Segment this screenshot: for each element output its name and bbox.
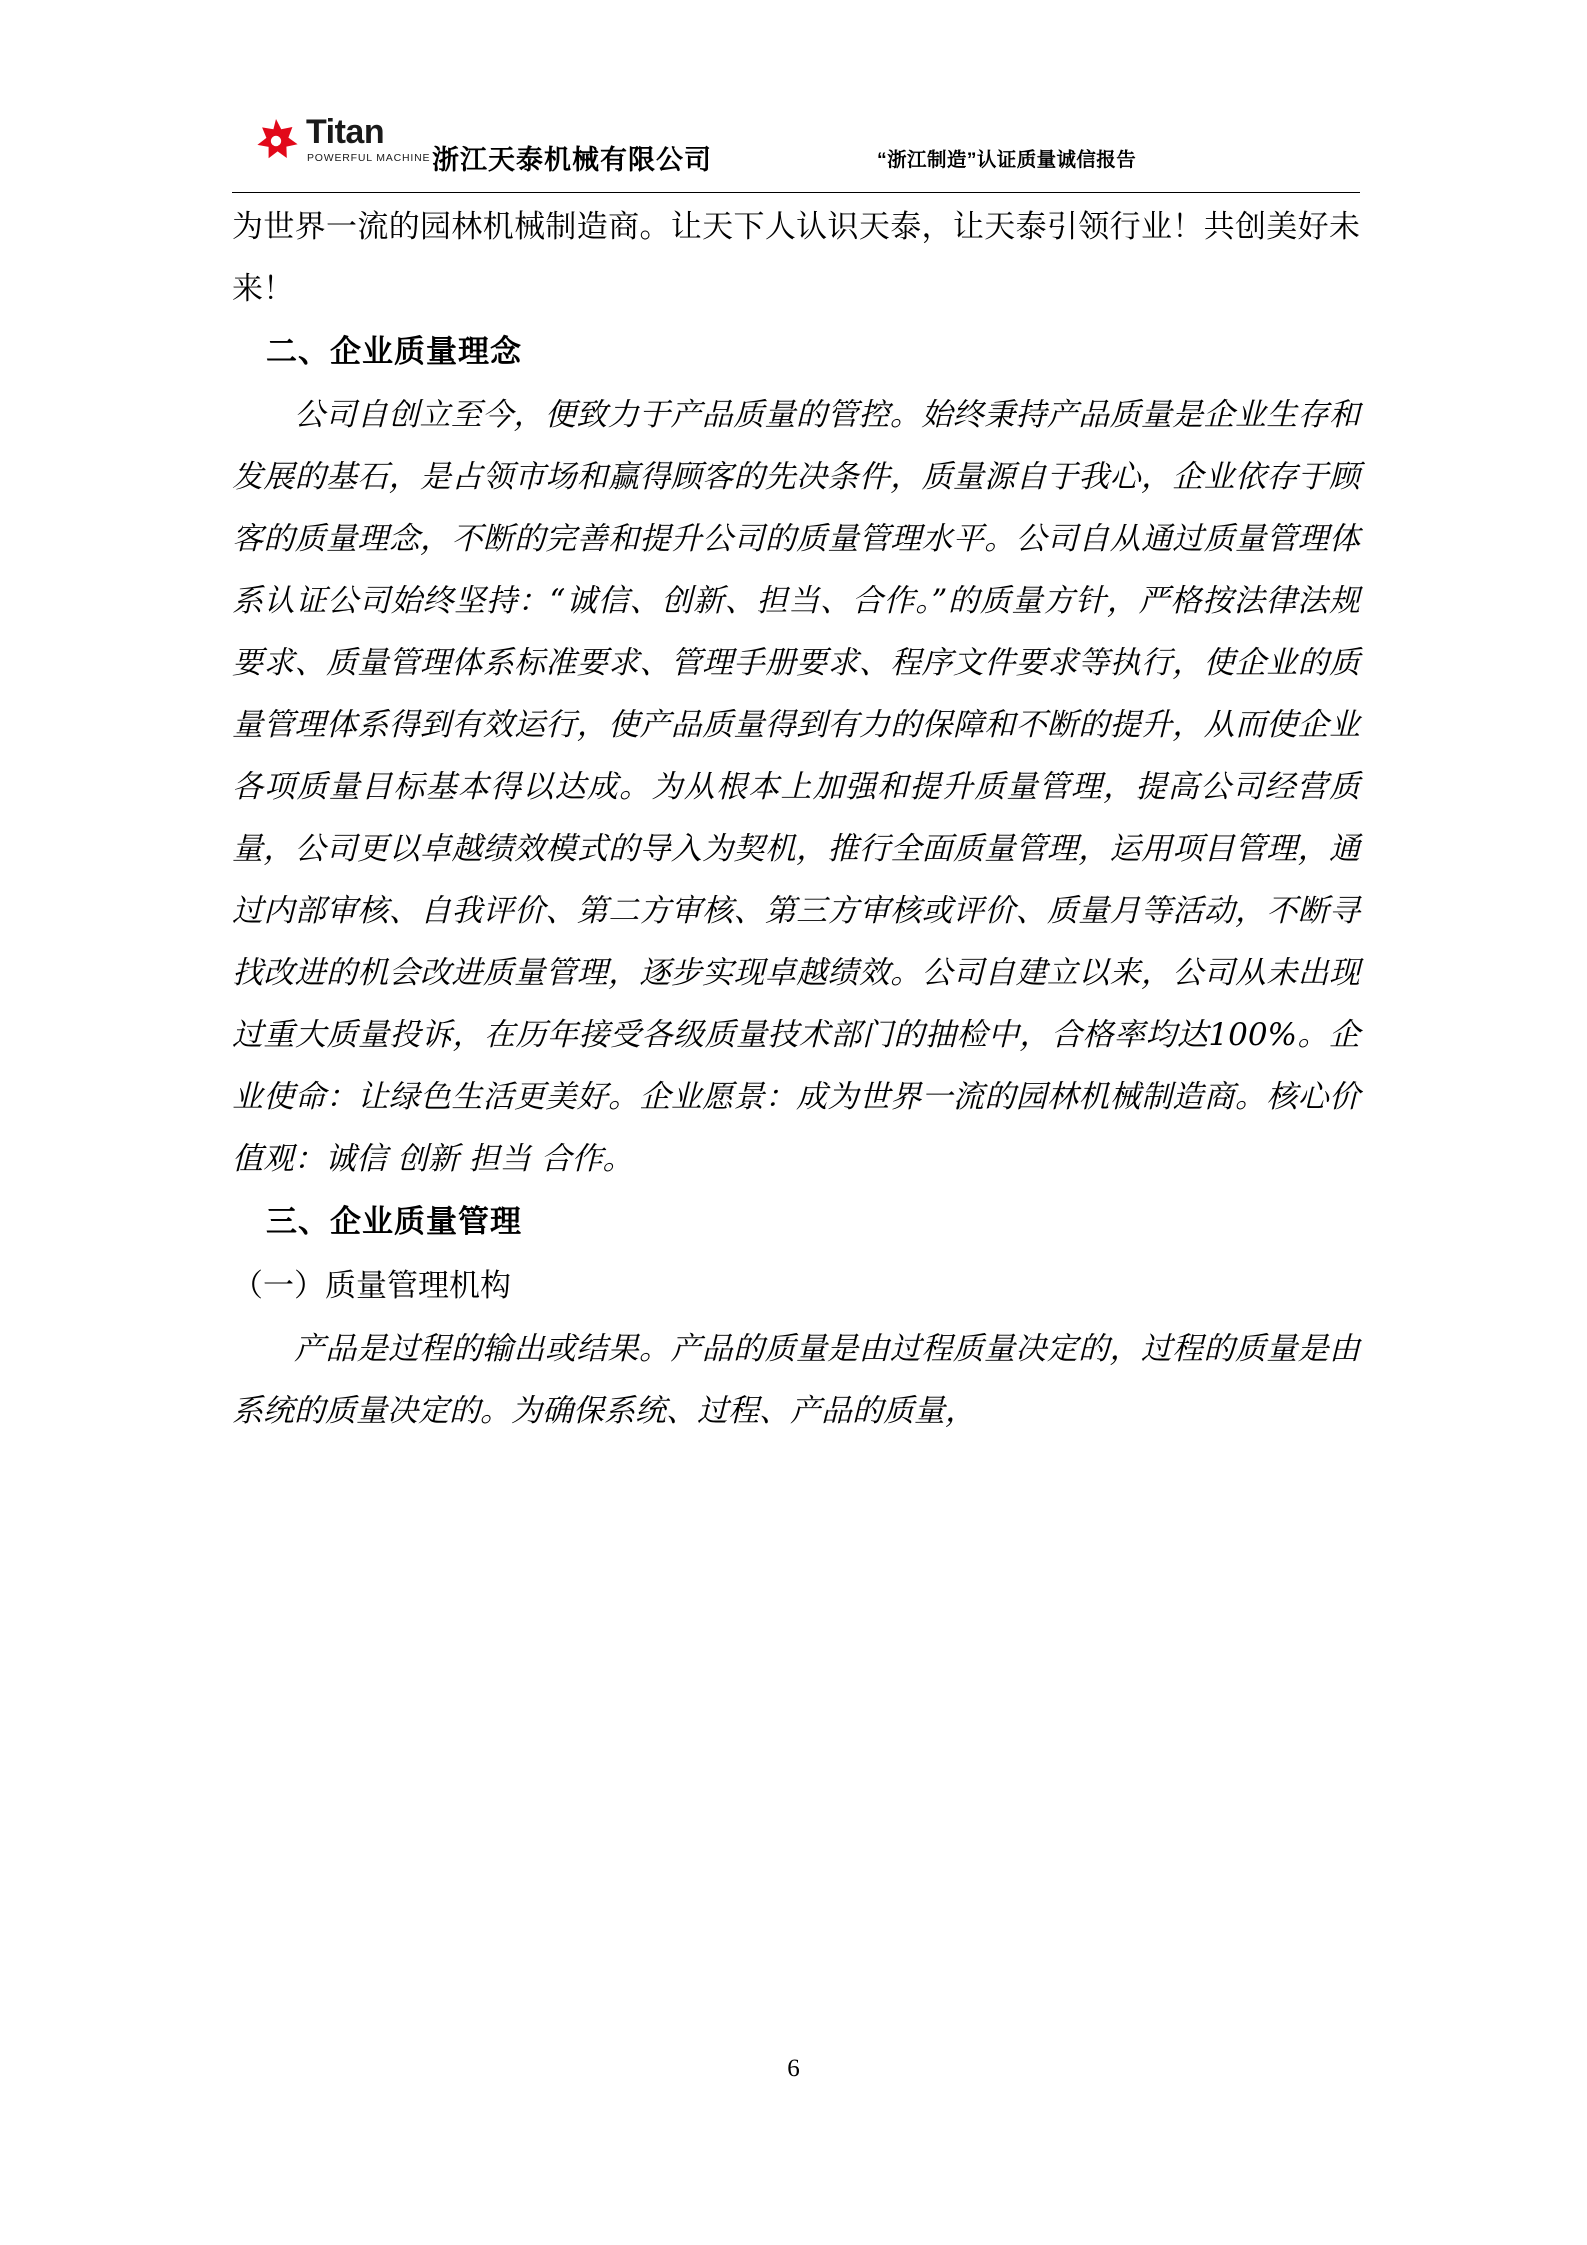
paragraph-continued: 为世界一流的园林机械制造商。让天下人认识天泰，让天泰引领行业！共创美好未来！	[232, 209, 1360, 306]
logo-wordmark: Titan	[306, 113, 385, 151]
header-report-title: “浙江制造”认证质量诚信报告	[877, 149, 1137, 171]
heading-quality-management: 三、企业质量管理	[266, 1204, 522, 1239]
page-header	[232, 100, 1360, 192]
company-logo	[252, 110, 432, 178]
header-divider	[232, 192, 1360, 193]
gear-star-icon	[252, 116, 300, 164]
document-body	[232, 196, 1360, 1442]
header-company-name: 浙江天泰机械有限公司	[432, 145, 712, 175]
paragraph-organization: 产品是过程的输出或结果。产品的质量是由过程质量决定的，过程的质量是由系统的质量决定的。为确保系统、过程、产品的质量，	[232, 1331, 1360, 1429]
page-number: 6	[787, 2055, 800, 2082]
logo-tagline: POWERFUL MACHINE	[307, 152, 431, 164]
heading-quality-concept: 二、企业质量理念	[266, 334, 522, 369]
paragraph-quality-concept: 公司自创立至今，便致力于产品质量的管控。始终秉持产品质量是企业生存和发展的基石，是占领市场和赢得顾客的先决条件，质量源自于我心，企业依存于顾客的质量理念，不断的完善和提升公司的质量管理水平。公司自从通过质量管理体系认证公司始终坚持：“诚信、创新、担当、合作。”的质量方针，严格按法律法规要求、质量管理体系标准要求、管理手册要求、程序文件要求等执行，使企业的质量管理体系得到有效运行，使产品质量得到有力的保障和不断的提升，从而使企业各项质量目标基本得以达成。为从根本上加强和提升质量管理，提高公司经营质量，公司更以卓越绩效模式的导入为契机，推行全面质量管理，运用项目管理，通过内部审核、自我评价、第二方审核、第三方审核或评价、质量月等活动，不断寻找改进的机会改进质量管理，逐步实现卓越绩效。公司自建立以来，公司从未出现过重大质量投诉，在历年接受各级质量技术部门的抽检中，合格率均达100%。企业使命：让绿色生活更美好。企业愿景：成为世界一流的园林机械制造商。核心价值观：诚信 创新 担当 合作。	[232, 397, 1360, 1177]
subheading-quality-organization: （一）质量管理机构	[232, 1268, 511, 1303]
